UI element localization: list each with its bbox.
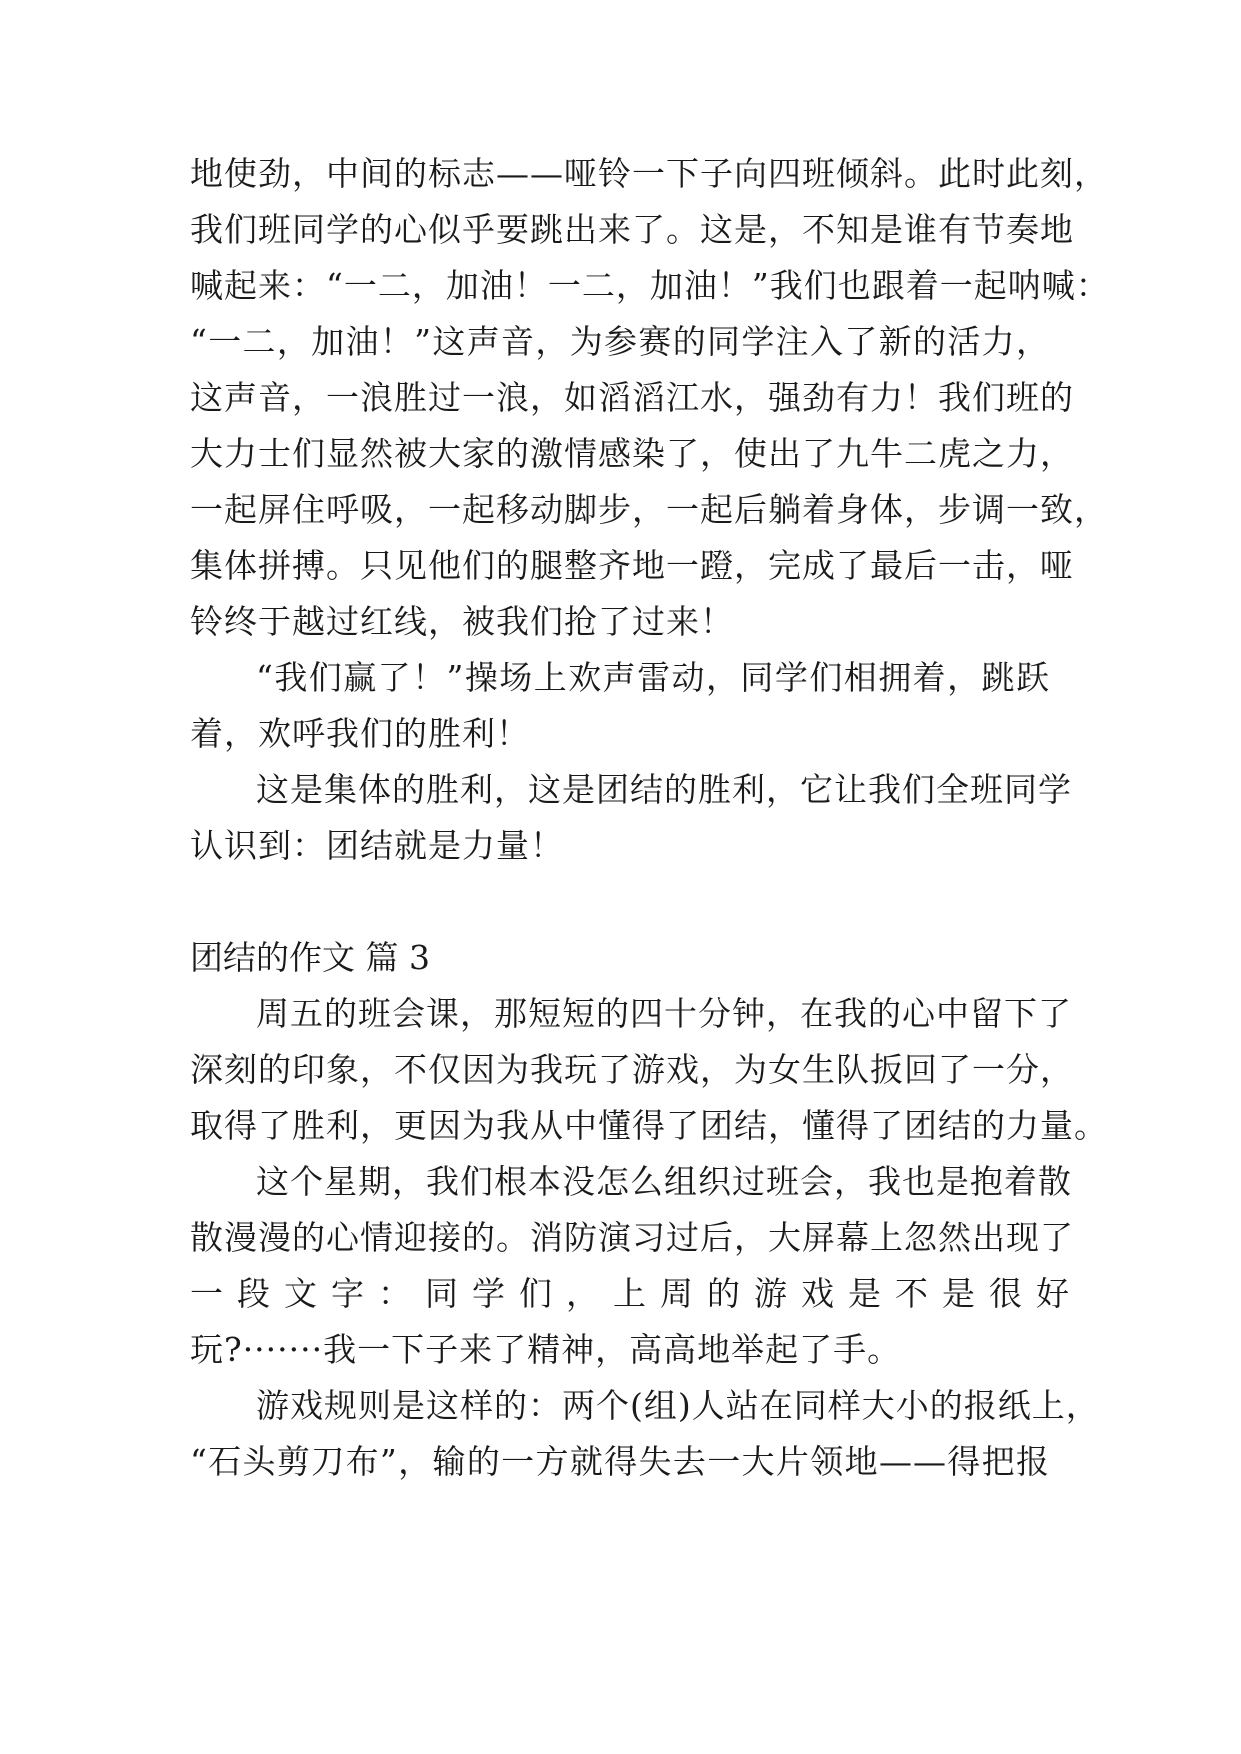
text-line: 喊起来：“一二，加油！一二，加油！”我们也跟着一起呐喊：	[190, 266, 1110, 305]
text-line: 玩?·······我一下子来了精神，高高地举起了手。	[190, 1330, 902, 1369]
section-heading: 团结的作文 篇 3	[190, 938, 430, 977]
paragraph-first-line: 这个星期，我们根本没怎么组织过班会，我也是抱着散	[256, 1162, 1072, 1201]
paragraph-first-line: 周五的班会课，那短短的四十分钟，在我的心中留下了	[256, 994, 1072, 1033]
text-line: 取得了胜利，更因为我从中懂得了团结，懂得了团结的力量。	[190, 1106, 1108, 1145]
text-line: 深刻的印象，不仅因为我玩了游戏，为女生队扳回了一分，	[190, 1050, 1074, 1089]
text-line: “一二，加油！”这声音，为参赛的同学注入了新的活力，	[190, 322, 1050, 361]
paragraph-first-line: 这是集体的胜利，这是团结的胜利，它让我们全班同学	[256, 770, 1072, 809]
text-line: 着，欢呼我们的胜利！	[190, 714, 530, 753]
text-line: 集体拼搏。只见他们的腿整齐地一蹬，完成了最后一击，哑	[190, 546, 1074, 585]
text-line: 铃终于越过红线，被我们抢了过来！	[190, 602, 734, 641]
paragraph-first-line: “我们赢了！”操场上欢声雷动，同学们相拥着，跳跃	[256, 658, 1050, 697]
text-line: “石头剪刀布”，输的一方就得失去一大片领地——得把报	[190, 1442, 1050, 1481]
text-line: 大力士们显然被大家的激情感染了，使出了九牛二虎之力，	[190, 434, 1074, 473]
text-line: 一起屏住呼吸，一起移动脚步，一起后躺着身体，步调一致，	[190, 490, 1108, 529]
text-line: 认识到：团结就是力量！	[190, 826, 564, 865]
text-line: 散漫漫的心情迎接的。消防演习过后，大屏幕上忽然出现了	[190, 1218, 1074, 1257]
paragraph-first-line: 游戏规则是这样的：两个(组)人站在同样大小的报纸上，	[256, 1386, 1100, 1425]
text-line: 这声音，一浪胜过一浪，如滔滔江水，强劲有力！我们班的	[190, 378, 1074, 417]
text-line: 地使劲，中间的标志——哑铃一下子向四班倾斜。此时此刻，	[190, 154, 1108, 193]
text-line: 一段文字：同学们，上周的游戏是不是很好	[190, 1274, 1083, 1313]
text-line: 我们班同学的心似乎要跳出来了。这是，不知是谁有节奏地	[190, 210, 1074, 249]
